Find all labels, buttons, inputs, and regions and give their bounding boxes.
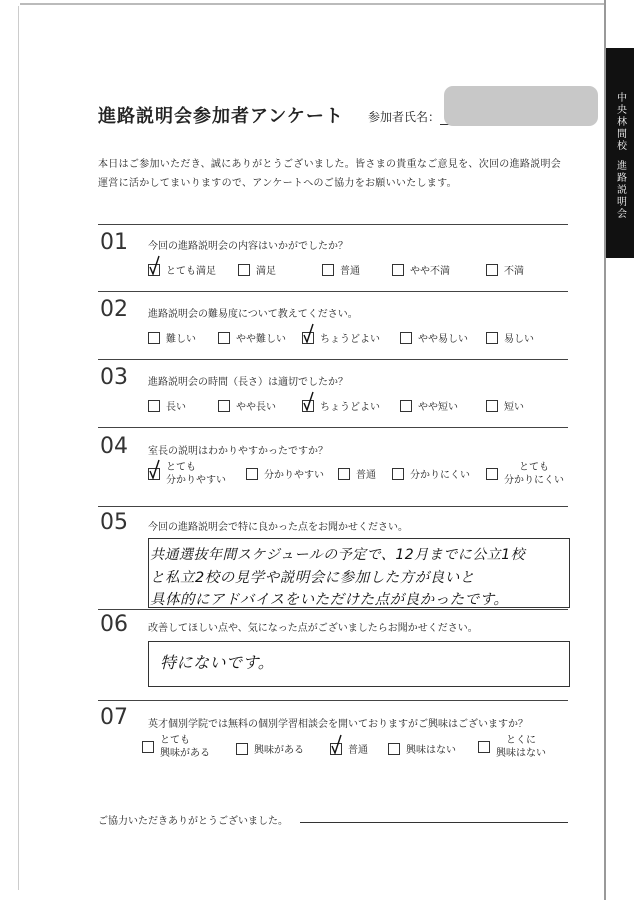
q03-option-2-label: やや長い xyxy=(236,402,276,413)
footer-line xyxy=(300,822,568,823)
q03-option-5-label: 短い xyxy=(504,402,524,413)
checkbox[interactable] xyxy=(338,468,350,480)
check-icon xyxy=(302,392,316,412)
q01-option-4-label: やや不満 xyxy=(410,266,450,277)
q03-option-3[interactable] xyxy=(302,398,380,413)
q07-option-3[interactable] xyxy=(330,741,368,756)
q01-option-3-label: 普通 xyxy=(340,266,360,277)
q04-number: 04 xyxy=(100,434,128,459)
divider-q02 xyxy=(98,291,568,292)
check-icon xyxy=(302,324,316,344)
q07-number: 07 xyxy=(100,705,128,730)
q03-option-4[interactable] xyxy=(400,398,458,413)
q04-option-3-label: 普通 xyxy=(356,470,376,481)
q02-option-2[interactable] xyxy=(218,330,286,345)
q03-option-1-label: 長い xyxy=(166,402,186,413)
q01-option-2-label: 満足 xyxy=(256,266,276,277)
q04-option-1[interactable] xyxy=(148,461,226,487)
checkbox[interactable] xyxy=(478,741,490,753)
side-tab xyxy=(606,48,634,258)
redacted-name xyxy=(444,86,598,126)
q03-option-4-label: やや短い xyxy=(418,402,458,413)
checkbox[interactable] xyxy=(142,741,154,753)
q02-option-3-label: ちょうどよい xyxy=(320,334,380,345)
checkbox[interactable] xyxy=(148,400,160,412)
q04-option-4[interactable] xyxy=(392,466,470,481)
checkbox[interactable] xyxy=(236,743,248,755)
q03-number: 03 xyxy=(100,365,128,390)
checkbox[interactable] xyxy=(486,468,498,480)
q01-option-3[interactable] xyxy=(322,262,360,277)
checkbox[interactable] xyxy=(218,332,230,344)
q04-text: 室長の説明はわかりやすかったですか？ xyxy=(148,446,328,457)
checkbox[interactable] xyxy=(148,264,160,276)
q03-text: 進路説明会の時間（長さ）は適切でしたか？ xyxy=(148,377,348,388)
q04-option-3[interactable] xyxy=(338,466,376,481)
q07-option-2[interactable] xyxy=(236,741,304,756)
q03-option-1[interactable] xyxy=(148,398,186,413)
q05-number: 05 xyxy=(100,510,128,535)
q04-option-2[interactable] xyxy=(246,466,324,481)
q02-option-4-label: やや易しい xyxy=(418,334,468,345)
q06-number: 06 xyxy=(100,612,128,637)
q02-option-5[interactable] xyxy=(486,330,534,345)
q07-option-5-label: とくに 興味はない xyxy=(496,735,546,759)
checkbox[interactable] xyxy=(148,332,160,344)
q04-option-5[interactable] xyxy=(486,461,564,487)
checkbox[interactable] xyxy=(400,400,412,412)
q01-option-1-label: とても満足 xyxy=(166,266,216,277)
q07-option-2-label: 興味がある xyxy=(254,745,304,756)
q02-option-1-label: 難しい xyxy=(166,334,196,345)
checkbox[interactable] xyxy=(400,332,412,344)
q02-option-1[interactable] xyxy=(148,330,196,345)
q04-option-5-label: とても 分かりにくい xyxy=(504,462,564,486)
divider-q05 xyxy=(98,506,568,507)
q05-answer-line-1: 共通選抜年間スケジュールの予定で、12月までに公立1校 xyxy=(150,547,526,563)
q07-option-1-label: とても 興味がある xyxy=(160,735,210,759)
page-title: 進路説明会参加者アンケート xyxy=(98,106,344,127)
divider-q04 xyxy=(98,427,568,428)
q01-text: 今回の進路説明会の内容はいかがでしたか？ xyxy=(148,241,348,252)
q07-option-4[interactable] xyxy=(388,741,456,756)
divider-q06 xyxy=(98,609,568,610)
q06-answer-line-1: 特にないです。 xyxy=(160,653,275,672)
q02-option-3[interactable] xyxy=(302,330,380,345)
q04-option-4-label: 分かりにくい xyxy=(410,470,470,481)
q02-text: 進路説明会の難易度について教えてください。 xyxy=(148,309,358,320)
side-tab-school: 中央林間校 xyxy=(614,92,626,152)
q03-option-5[interactable] xyxy=(486,398,524,413)
q01-option-4[interactable] xyxy=(392,262,450,277)
q01-option-2[interactable] xyxy=(238,262,276,277)
checkbox[interactable] xyxy=(486,332,498,344)
q03-option-2[interactable] xyxy=(218,398,276,413)
checkbox[interactable] xyxy=(486,400,498,412)
divider-q07 xyxy=(98,700,568,701)
intro-line-2: 運営に活かしてまいりますので、アンケートへのご協力をお願いいたします。 xyxy=(98,178,457,189)
q01-option-5[interactable] xyxy=(486,262,524,277)
divider-q01 xyxy=(98,224,568,225)
checkbox[interactable] xyxy=(392,468,404,480)
checkbox[interactable] xyxy=(148,468,160,480)
check-icon xyxy=(330,735,344,755)
q07-option-5[interactable] xyxy=(478,734,546,760)
q04-option-2-label: 分かりやすい xyxy=(264,470,324,481)
checkbox[interactable] xyxy=(330,743,342,755)
checkbox[interactable] xyxy=(238,264,250,276)
side-tab-event: 進路説明会 xyxy=(614,160,626,220)
checkbox[interactable] xyxy=(486,264,498,276)
q07-text: 英才個別学院では無料の個別学習相談会を開いておりますがご興味はございますか？ xyxy=(148,719,528,730)
checkbox[interactable] xyxy=(302,400,314,412)
footer-thanks: ご協力いただきありがとうございました。 xyxy=(98,816,288,827)
q02-option-4[interactable] xyxy=(400,330,468,345)
q05-text: 今回の進路説明会で特に良かった点をお聞かせください。 xyxy=(148,522,408,533)
name-label: 参加者氏名： xyxy=(368,110,441,124)
q04-option-1-label: とても 分かりやすい xyxy=(166,462,226,486)
checkbox[interactable] xyxy=(302,332,314,344)
q07-option-1[interactable] xyxy=(142,734,210,760)
q02-option-2-label: やや難しい xyxy=(236,334,286,345)
q01-number: 01 xyxy=(100,230,128,255)
intro-line-1: 本日はご参加いただき、誠にありがとうございました。皆さまの貴重なご意見を、次回の進路説明会 xyxy=(98,159,562,170)
checkbox[interactable] xyxy=(246,468,258,480)
q07-option-3-label: 普通 xyxy=(348,745,368,756)
check-icon xyxy=(148,460,162,480)
checkbox[interactable] xyxy=(218,400,230,412)
intro-text xyxy=(98,155,588,193)
checkbox[interactable] xyxy=(322,264,334,276)
scan-edge-top xyxy=(20,3,606,5)
divider-q03 xyxy=(98,359,568,360)
check-icon xyxy=(148,256,162,276)
q01-option-5-label: 不満 xyxy=(504,266,524,277)
q05-answer-line-3: 具体的にアドバイスをいただけた点が良かったです。 xyxy=(150,592,509,608)
q02-option-5-label: 易しい xyxy=(504,334,534,345)
q01-option-1[interactable] xyxy=(148,262,216,277)
q07-option-4-label: 興味はない xyxy=(406,745,456,756)
q05-answer-line-2: と私立2校の見学や説明会に参加した方が良いと xyxy=(150,570,475,586)
scan-edge-left xyxy=(18,6,19,890)
q03-option-3-label: ちょうどよい xyxy=(320,402,380,413)
q02-number: 02 xyxy=(100,297,128,322)
q06-text: 改善してほしい点や、気になった点がございましたらお聞かせください。 xyxy=(148,623,478,634)
checkbox[interactable] xyxy=(388,743,400,755)
checkbox[interactable] xyxy=(392,264,404,276)
